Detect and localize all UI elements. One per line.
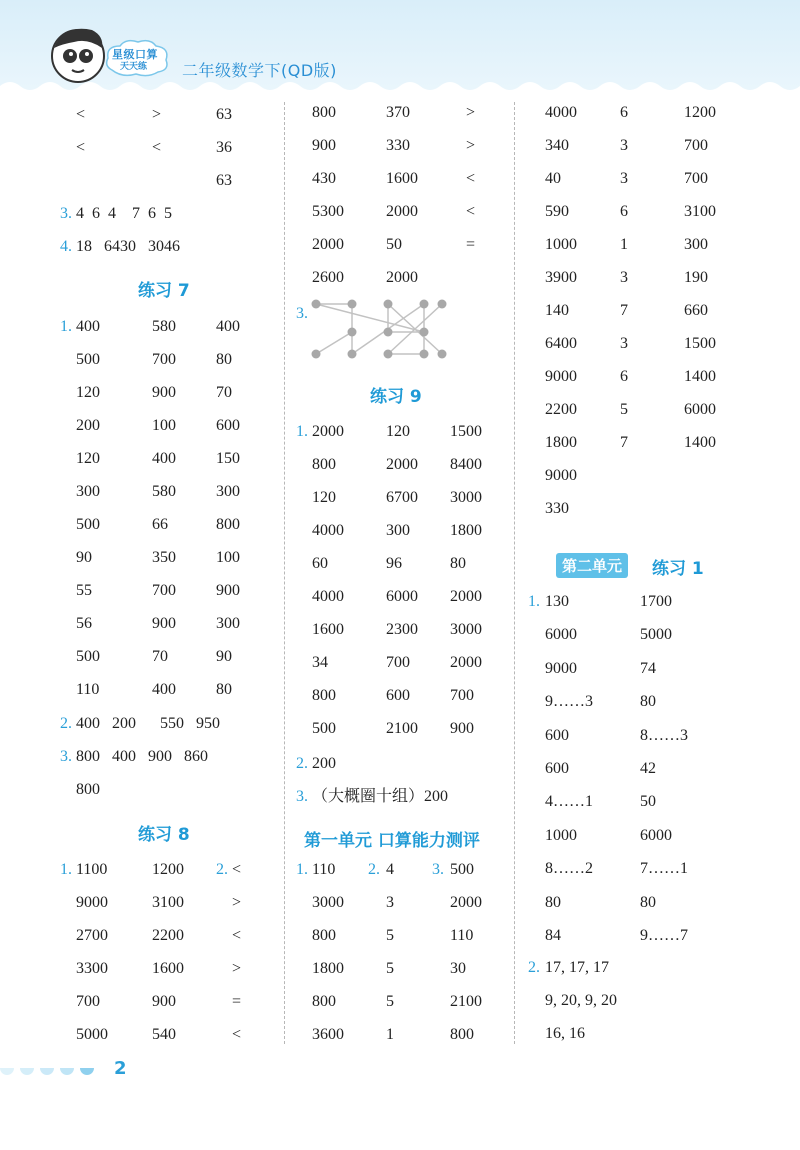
answer-cell: 50 (386, 236, 402, 253)
answer-cell: 1700 (640, 593, 672, 610)
answer-cell: 2200 (545, 401, 577, 418)
answer-cell: 800 (312, 993, 336, 1010)
answer-cell: 2000 (386, 203, 418, 220)
footer-dots-decoration (0, 1064, 110, 1082)
answer-cell: 2000 (312, 423, 344, 440)
answer-cell: 400 (76, 318, 100, 335)
answer-cell: 34 (312, 654, 328, 671)
answer-cell: 5 (386, 960, 394, 977)
question-number: 4. (60, 238, 72, 255)
answer-cell: 800 (216, 516, 240, 533)
question-number: 1. (296, 423, 308, 440)
question-number: 2. (296, 755, 308, 772)
answer-cell: 600 (545, 726, 569, 744)
answer-cell: 580 (152, 483, 176, 500)
unit-2-tag: 第二单元 (556, 553, 628, 578)
answer-cell: 900 (312, 137, 336, 154)
answer-cell: 6 (620, 203, 628, 220)
answer-cell: 800 (312, 927, 336, 944)
answer-cell: 6 (620, 368, 628, 385)
answer-cell: 4000 (312, 522, 344, 539)
question-number: 3. (296, 305, 308, 322)
answer-cell: 1800 (545, 434, 577, 451)
question-number: 2. (368, 861, 380, 878)
answer-cell: 8……3 (640, 726, 688, 744)
page-number: 2 (114, 1058, 127, 1079)
answer-cell: 60 (312, 555, 328, 572)
answer-cell: 3 (620, 335, 628, 352)
column-divider (284, 102, 285, 1044)
answer-cell: 400 (152, 681, 176, 698)
answer-cell: 1600 (312, 621, 344, 638)
answer-cell: 80 (640, 693, 656, 711)
answer-cell: 110 (450, 927, 474, 944)
answer-cell: 3 (620, 269, 628, 286)
answer-cell: 3000 (312, 894, 344, 911)
answer-cell: 430 (312, 170, 336, 187)
question-number: 1. (296, 861, 308, 878)
answer-cell: 900 (216, 582, 240, 599)
answer-cell: 2100 (450, 993, 482, 1010)
answer-cell: 2000 (312, 236, 344, 253)
answer-cell: 1400 (684, 368, 716, 385)
question-number: 1. (528, 593, 540, 610)
answer-line: 400 200 550 950 (76, 715, 220, 732)
answer-cell: 8……2 (545, 860, 593, 878)
answer-cell: 5 (386, 993, 394, 1010)
answer-cell: 1800 (450, 522, 482, 539)
answer-cell: 6000 (386, 588, 418, 605)
answer-cell: 1500 (450, 423, 482, 440)
answer-cell: 3100 (684, 203, 716, 220)
answer-cell: 2000 (450, 894, 482, 911)
answer-cell: 800 (312, 687, 336, 704)
answer-cell: 80 (640, 893, 656, 911)
answer-cell: 9000 (545, 368, 577, 385)
answer-line: （大概圈十组）200 (312, 788, 449, 805)
exercise-7-heading: 练习 7 (138, 281, 190, 301)
answer-cell: 500 (76, 516, 100, 533)
answer-cell: 5000 (640, 626, 672, 644)
answer-cell: 4000 (312, 588, 344, 605)
answer-cell: 590 (545, 203, 569, 220)
answer-cell: 1600 (152, 960, 184, 977)
exercise-8-heading: 练习 8 (138, 825, 190, 845)
answer-cell: 42 (640, 760, 656, 777)
answer-cell: 2300 (386, 621, 418, 638)
answer-cell: 110 (76, 681, 100, 698)
answer-cell: 3000 (450, 489, 482, 506)
answer-cell: 120 (76, 384, 100, 401)
answer-cell: 3 (620, 170, 628, 187)
book-title: 二年级数学下(QD版) (182, 61, 337, 80)
answer-cell: 700 (450, 687, 474, 704)
matching-diagram (308, 294, 448, 364)
answer-cell: < (152, 139, 162, 156)
answer-cell: < (232, 1026, 242, 1043)
answer-cell: 2600 (312, 269, 344, 286)
answer-cell: 5 (386, 927, 394, 944)
answer-line: 17, 17, 17 (545, 959, 609, 976)
answer-cell: 350 (152, 549, 176, 566)
answer-cell: 900 (152, 384, 176, 401)
answer-line: 16, 16 (545, 1025, 585, 1042)
answer-cell: 3100 (152, 894, 184, 911)
page-header (0, 0, 800, 92)
answer-cell: 700 (386, 654, 410, 671)
column-divider (514, 102, 515, 1044)
answer-cell: 6000 (545, 626, 577, 644)
answer-cell: 700 (76, 993, 100, 1010)
answer-cell: < (232, 927, 242, 944)
answer-cell: 6400 (545, 335, 577, 352)
answer-cell: 700 (684, 137, 708, 154)
answer-cell: 340 (545, 137, 569, 154)
answer-line: 18 6430 3046 (76, 238, 180, 255)
answer-cell: 900 (152, 615, 176, 632)
answer-cell: 300 (386, 522, 410, 539)
answer-cell: 7 (620, 434, 628, 451)
answer-line: 4 6 4 7 6 5 (76, 205, 172, 222)
answer-cell: 1000 (545, 826, 577, 844)
answer-cell: 8400 (450, 456, 482, 473)
badge-line2: 天天练 (120, 62, 148, 72)
answer-cell: 140 (545, 302, 569, 319)
answer-line: 200 (312, 755, 336, 772)
answer-cell: 150 (216, 450, 240, 467)
answer-cell: 190 (684, 269, 708, 286)
answer-cell: 2700 (76, 927, 108, 944)
answer-cell: < (76, 139, 86, 156)
answer-cell: 9000 (545, 467, 577, 484)
answer-cell: 80 (545, 893, 561, 911)
answer-cell: > (152, 106, 162, 123)
answer-cell: 540 (152, 1026, 176, 1043)
question-number: 3. (432, 861, 444, 878)
answer-cell: 80 (450, 555, 466, 572)
answer-cell: < (76, 106, 86, 123)
answer-cell: 2100 (386, 720, 418, 737)
answer-cell: 600 (545, 760, 569, 777)
answer-cell: 580 (152, 318, 176, 335)
question-number: 3. (296, 788, 308, 805)
answer-cell: 30 (450, 960, 466, 977)
answer-cell: 36 (216, 139, 232, 156)
answer-cell: 900 (450, 720, 474, 737)
answer-cell: 2000 (450, 588, 482, 605)
answer-cell: 400 (152, 450, 176, 467)
answer-cell: 300 (684, 236, 708, 253)
answer-line: 800 400 900 860 (76, 748, 208, 765)
answer-cell: 4000 (545, 104, 577, 121)
answer-cell: 600 (216, 417, 240, 434)
answer-cell: 9……3 (545, 693, 593, 711)
answer-cell: 6700 (386, 489, 418, 506)
question-number: 2. (60, 715, 72, 732)
answer-cell: > (466, 137, 476, 154)
answer-cell: 1800 (312, 960, 344, 977)
answer-cell: 700 (152, 351, 176, 368)
answer-cell: 300 (76, 483, 100, 500)
answer-cell: 5 (620, 401, 628, 418)
answer-cell: 5000 (76, 1026, 108, 1043)
answer-cell: 70 (152, 648, 168, 665)
question-number: 3. (60, 748, 72, 765)
answer-cell: 1200 (152, 861, 184, 878)
answer-cell: 80 (216, 681, 232, 698)
answer-cell: 400 (216, 318, 240, 335)
answer-cell: 1 (620, 236, 628, 253)
unit-2-exercise-1-heading: 练习 1 (652, 559, 704, 579)
answer-line: 9, 20, 9, 20 (545, 992, 617, 1009)
answer-cell: 90 (216, 648, 232, 665)
answer-cell: 500 (76, 351, 100, 368)
answer-cell: 3000 (450, 621, 482, 638)
answer-cell: 2000 (450, 654, 482, 671)
answer-cell: 2200 (152, 927, 184, 944)
answer-cell: 1200 (684, 104, 716, 121)
answer-cell: 55 (76, 582, 92, 599)
answer-cell: 9000 (76, 894, 108, 911)
answer-cell: 9000 (545, 659, 577, 677)
answer-cell: < (232, 861, 242, 878)
answer-cell: 40 (545, 170, 561, 187)
answer-cell: 120 (386, 423, 410, 440)
answer-cell: 50 (640, 793, 656, 811)
answer-cell: 1400 (684, 434, 716, 451)
answer-cell: 130 (545, 593, 569, 610)
answer-cell: < (466, 203, 476, 220)
answer-cell: 3 (386, 894, 394, 911)
answer-cell: 800 (312, 104, 336, 121)
answer-cell: 4……1 (545, 793, 593, 811)
answer-cell: 56 (76, 615, 92, 632)
answer-cell: 330 (386, 137, 410, 154)
exercise-9-heading: 练习 9 (370, 387, 422, 407)
answer-cell: > (466, 104, 476, 121)
answer-cell: 6000 (640, 826, 672, 844)
answer-cell: 84 (545, 927, 561, 944)
question-number: 1. (60, 861, 72, 878)
question-number: 3. (60, 205, 72, 222)
question-number: 2. (216, 861, 228, 878)
answer-cell: 600 (386, 687, 410, 704)
answer-cell: 7 (620, 302, 628, 319)
answer-cell: = (232, 993, 242, 1010)
answer-cell: 1000 (545, 236, 577, 253)
answer-cell: 660 (684, 302, 708, 319)
answer-cell: 3900 (545, 269, 577, 286)
answer-cell: 96 (386, 555, 402, 572)
answer-cell: 6000 (684, 401, 716, 418)
answer-cell: 1100 (76, 861, 108, 878)
answer-cell: > (232, 960, 242, 977)
answer-cell: 90 (76, 549, 92, 566)
answer-cell: 300 (216, 483, 240, 500)
answer-cell: 70 (216, 384, 232, 401)
answer-cell: 900 (152, 993, 176, 1010)
answer-cell: 2000 (386, 269, 418, 286)
answer-cell: 800 (312, 456, 336, 473)
answer-cell: 120 (76, 450, 100, 467)
answer-cell: 700 (152, 582, 176, 599)
answer-cell: 110 (312, 861, 336, 878)
answer-cell: 300 (216, 615, 240, 632)
answer-cell: 4 (386, 861, 394, 878)
answer-cell: 800 (450, 1026, 474, 1043)
answer-cell: 330 (545, 500, 569, 517)
answer-cell: 63 (216, 106, 232, 123)
answer-cell: 5300 (312, 203, 344, 220)
answer-cell: 500 (76, 648, 100, 665)
badge-line1: 星级口算 (112, 48, 158, 61)
answer-cell: 200 (76, 417, 100, 434)
answer-cell: 1 (386, 1026, 394, 1043)
answer-cell: 9……7 (640, 927, 688, 944)
answer-cell: 66 (152, 516, 168, 533)
answer-cell: 700 (684, 170, 708, 187)
unit-1-test-heading: 第一单元 口算能力测评 (304, 831, 480, 851)
answer-cell: 3600 (312, 1026, 344, 1043)
answer-cell: 2000 (386, 456, 418, 473)
answer-cell: 1500 (684, 335, 716, 352)
answer-cell: 3300 (76, 960, 108, 977)
answer-cell: 63 (216, 172, 232, 189)
answer-cell: 1600 (386, 170, 418, 187)
answer-cell: 370 (386, 104, 410, 121)
answer-cell: < (466, 170, 476, 187)
answer-cell: 74 (640, 659, 656, 677)
answer-cell: 500 (312, 720, 336, 737)
answer-cell: 100 (152, 417, 176, 434)
header-wave-decoration (0, 78, 800, 96)
answer-cell: > (232, 894, 242, 911)
answer-cell: 3 (620, 137, 628, 154)
answer-cell: 80 (216, 351, 232, 368)
answer-cell: 500 (450, 861, 474, 878)
answer-cell: 100 (216, 549, 240, 566)
question-number: 1. (60, 318, 72, 335)
question-number: 2. (528, 959, 540, 976)
answer-line: 800 (76, 781, 100, 798)
answer-cell: 120 (312, 489, 336, 506)
answer-cell: 6 (620, 104, 628, 121)
answer-cell: 7……1 (640, 860, 688, 878)
answer-cell: = (466, 236, 476, 253)
